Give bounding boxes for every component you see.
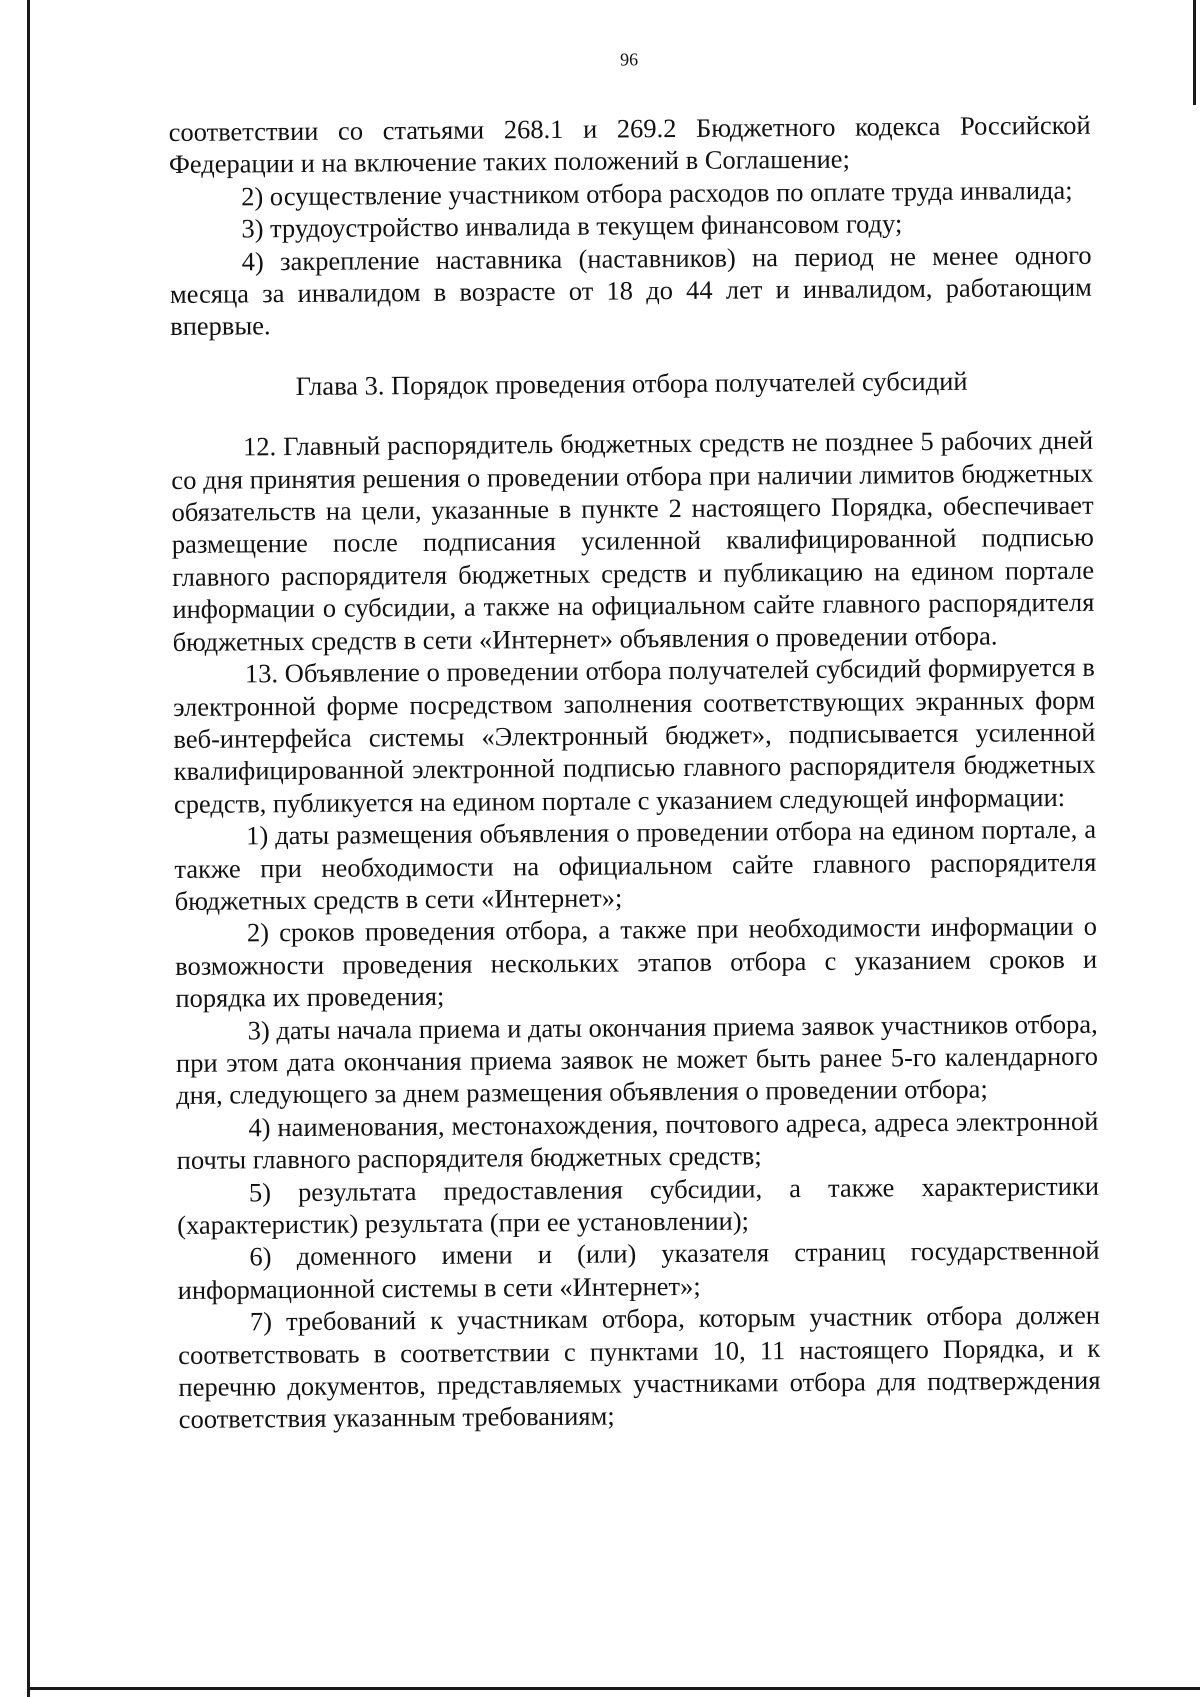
clause-13: 13. Объявление о проведении отбора получателей субсидий формируется в электронной форме посредством заполнения соответствующих экранных форм веб-интерфейса системы «Электронный бюджет», подписывается усиленной квалифицированной электронной подписью главного распорядителя бюджетных средств, публикуется на едином портале с указанием следующей информации: [173, 651, 1096, 819]
page-number: 96 [619, 49, 639, 70]
scan-border-right [1193, 0, 1196, 105]
clause-13-item-6: 6) доменного имени и (или) указателя страниц государственной информационной системы в сети «Интернет»; [177, 1235, 1100, 1305]
clause-13-item-2: 2) сроков проведения отбора, а также при необходимости информации о возможности проведения нескольких этапов отбора с указанием сроков и порядка их проведения; [175, 911, 1098, 1014]
paragraph-continuation: соответствии со статьями 268.1 и 269.2 Бюджетного кодекса Российской Федерации и на включение таких положений в Соглашение; [168, 109, 1091, 180]
clause-13-item-4: 4) наименования, местонахождения, почтового адреса, адреса электронной почты главного распорядителя бюджетных средств; [176, 1105, 1099, 1176]
list-item-4: 4) закрепление наставника (наставников) на период не менее одного месяца за инвалидом в возрасте от 18 до 44 лет и инвалидом, работающим впервые. [169, 239, 1092, 342]
list-item-3: 3) трудоустройство инвалида в текущем финансовом году; [241, 208, 903, 244]
scan-border-left [27, 0, 30, 1697]
clause-13-item-7: 7) требований к участникам отбора, которым участник отбора должен соответствовать в соответствии с пунктами 10, 11 настоящего Порядка, и к перечню документов, представляемых участниками отбора для подтверждения соответствия указанным требованиям; [178, 1299, 1101, 1435]
list-item-2: 2) осуществление участником отбора расходов по оплате труда инвалида; [241, 174, 1073, 212]
chapter-heading: Глава 3. Порядок проведения отбора получателей субсидий [295, 365, 968, 401]
paragraphs-after-heading [171, 424, 1101, 1436]
scan-border-bottom [27, 1687, 1200, 1690]
clause-13-item-3: 3) даты начала приема и даты окончания приема заявок участников отбора, при этом дата окончания приема заявок не может быть ранее 5-го календарного дня, следующего за днем размещения объявления о проведении отбора; [175, 1008, 1099, 1111]
clause-12: 12. Главный распорядитель бюджетных средств не позднее 5 рабочих дней со дня принятия решения о проведении отбора при наличии лимитов бюджетных обязательств на цели, указанные в пункте 2 настоящего Порядка, обеспечивает размещение после подписания усиленной квалифицированной подписью главного распорядителя бюджетных средств и публикацию на едином портале информации о субсидии, а также на официальном сайте главного распорядителя бюджетных средств в сети «Интернет» объявления о проведении отбора. [171, 424, 1095, 657]
clause-13-item-5: 5) результата предоставления субсидии, а также характеристики (характеристик) результата (при ее установлении); [177, 1170, 1100, 1240]
document-body [168, 45, 1101, 1436]
paragraphs-before-heading [169, 109, 1093, 343]
clause-13-item-1: 1) даты размещения объявления о проведении отбора на едином портале, а также при необходимости на официальном сайте главного распорядителя бюджетных средств в сети «Интернет»; [174, 813, 1097, 916]
